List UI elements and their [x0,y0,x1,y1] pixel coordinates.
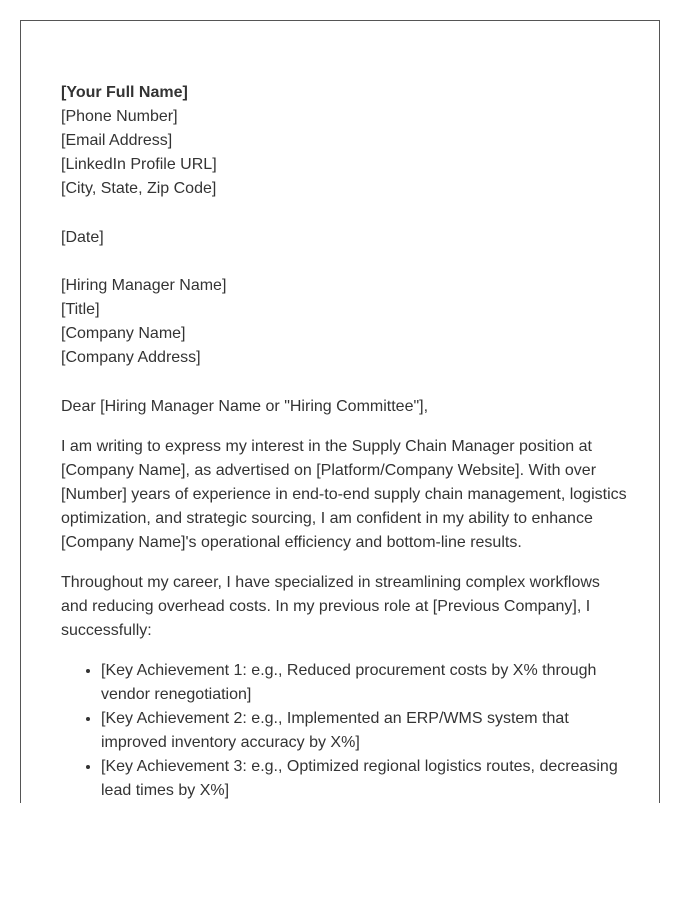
body-paragraph-career: Throughout my career, I have specialized in streamlining complex workflows and reducing overhead costs. In my previous role at [Previous Company], I successfully: [61,574,600,639]
recipient-title: [Title] [61,301,100,318]
sender-linkedin: [LinkedIn Profile URL] [61,156,217,173]
recipient-block [61,274,631,370]
body-paragraph-intro: I am writing to express my interest in the Supply Chain Manager position at [Company Name], as advertised on [Platform/Company Website]. With over [Number] years of experience in end-to-end supply chain management, logistics optimization, and strategic sourcing, I am confident in my ability to enhance [Company Name]'s operational efficiency and bottom-line results. [61,438,627,551]
recipient-company: [Company Name] [61,325,186,342]
date-block [61,226,631,250]
sender-email: [Email Address] [61,132,173,149]
recipient-name: [Hiring Manager Name] [61,277,227,294]
letter-content [61,81,631,803]
sender-block [61,81,631,201]
achievements-list [61,659,631,803]
sender-name: [Your Full Name] [61,84,188,101]
recipient-address: [Company Address] [61,349,201,366]
letter-page [20,20,660,803]
achievement-item: • [Key Achievement 2: e.g., Implemented an ERP/WMS system that improved inventory accuracy by X%] [101,707,631,755]
achievement-item: • [Key Achievement 1: e.g., Reduced procurement costs by X% through vendor renegotiation] [101,659,631,707]
achievement-item: • [Key Achievement 3: e.g., Optimized regional logistics routes, decreasing lead times by X%] [101,755,631,803]
sender-phone: [Phone Number] [61,108,178,125]
greeting-block [61,395,631,419]
letter-date: [Date] [61,229,104,246]
greeting: Dear [Hiring Manager Name or "Hiring Committee"], [61,398,429,415]
sender-location: [City, State, Zip Code] [61,180,217,197]
